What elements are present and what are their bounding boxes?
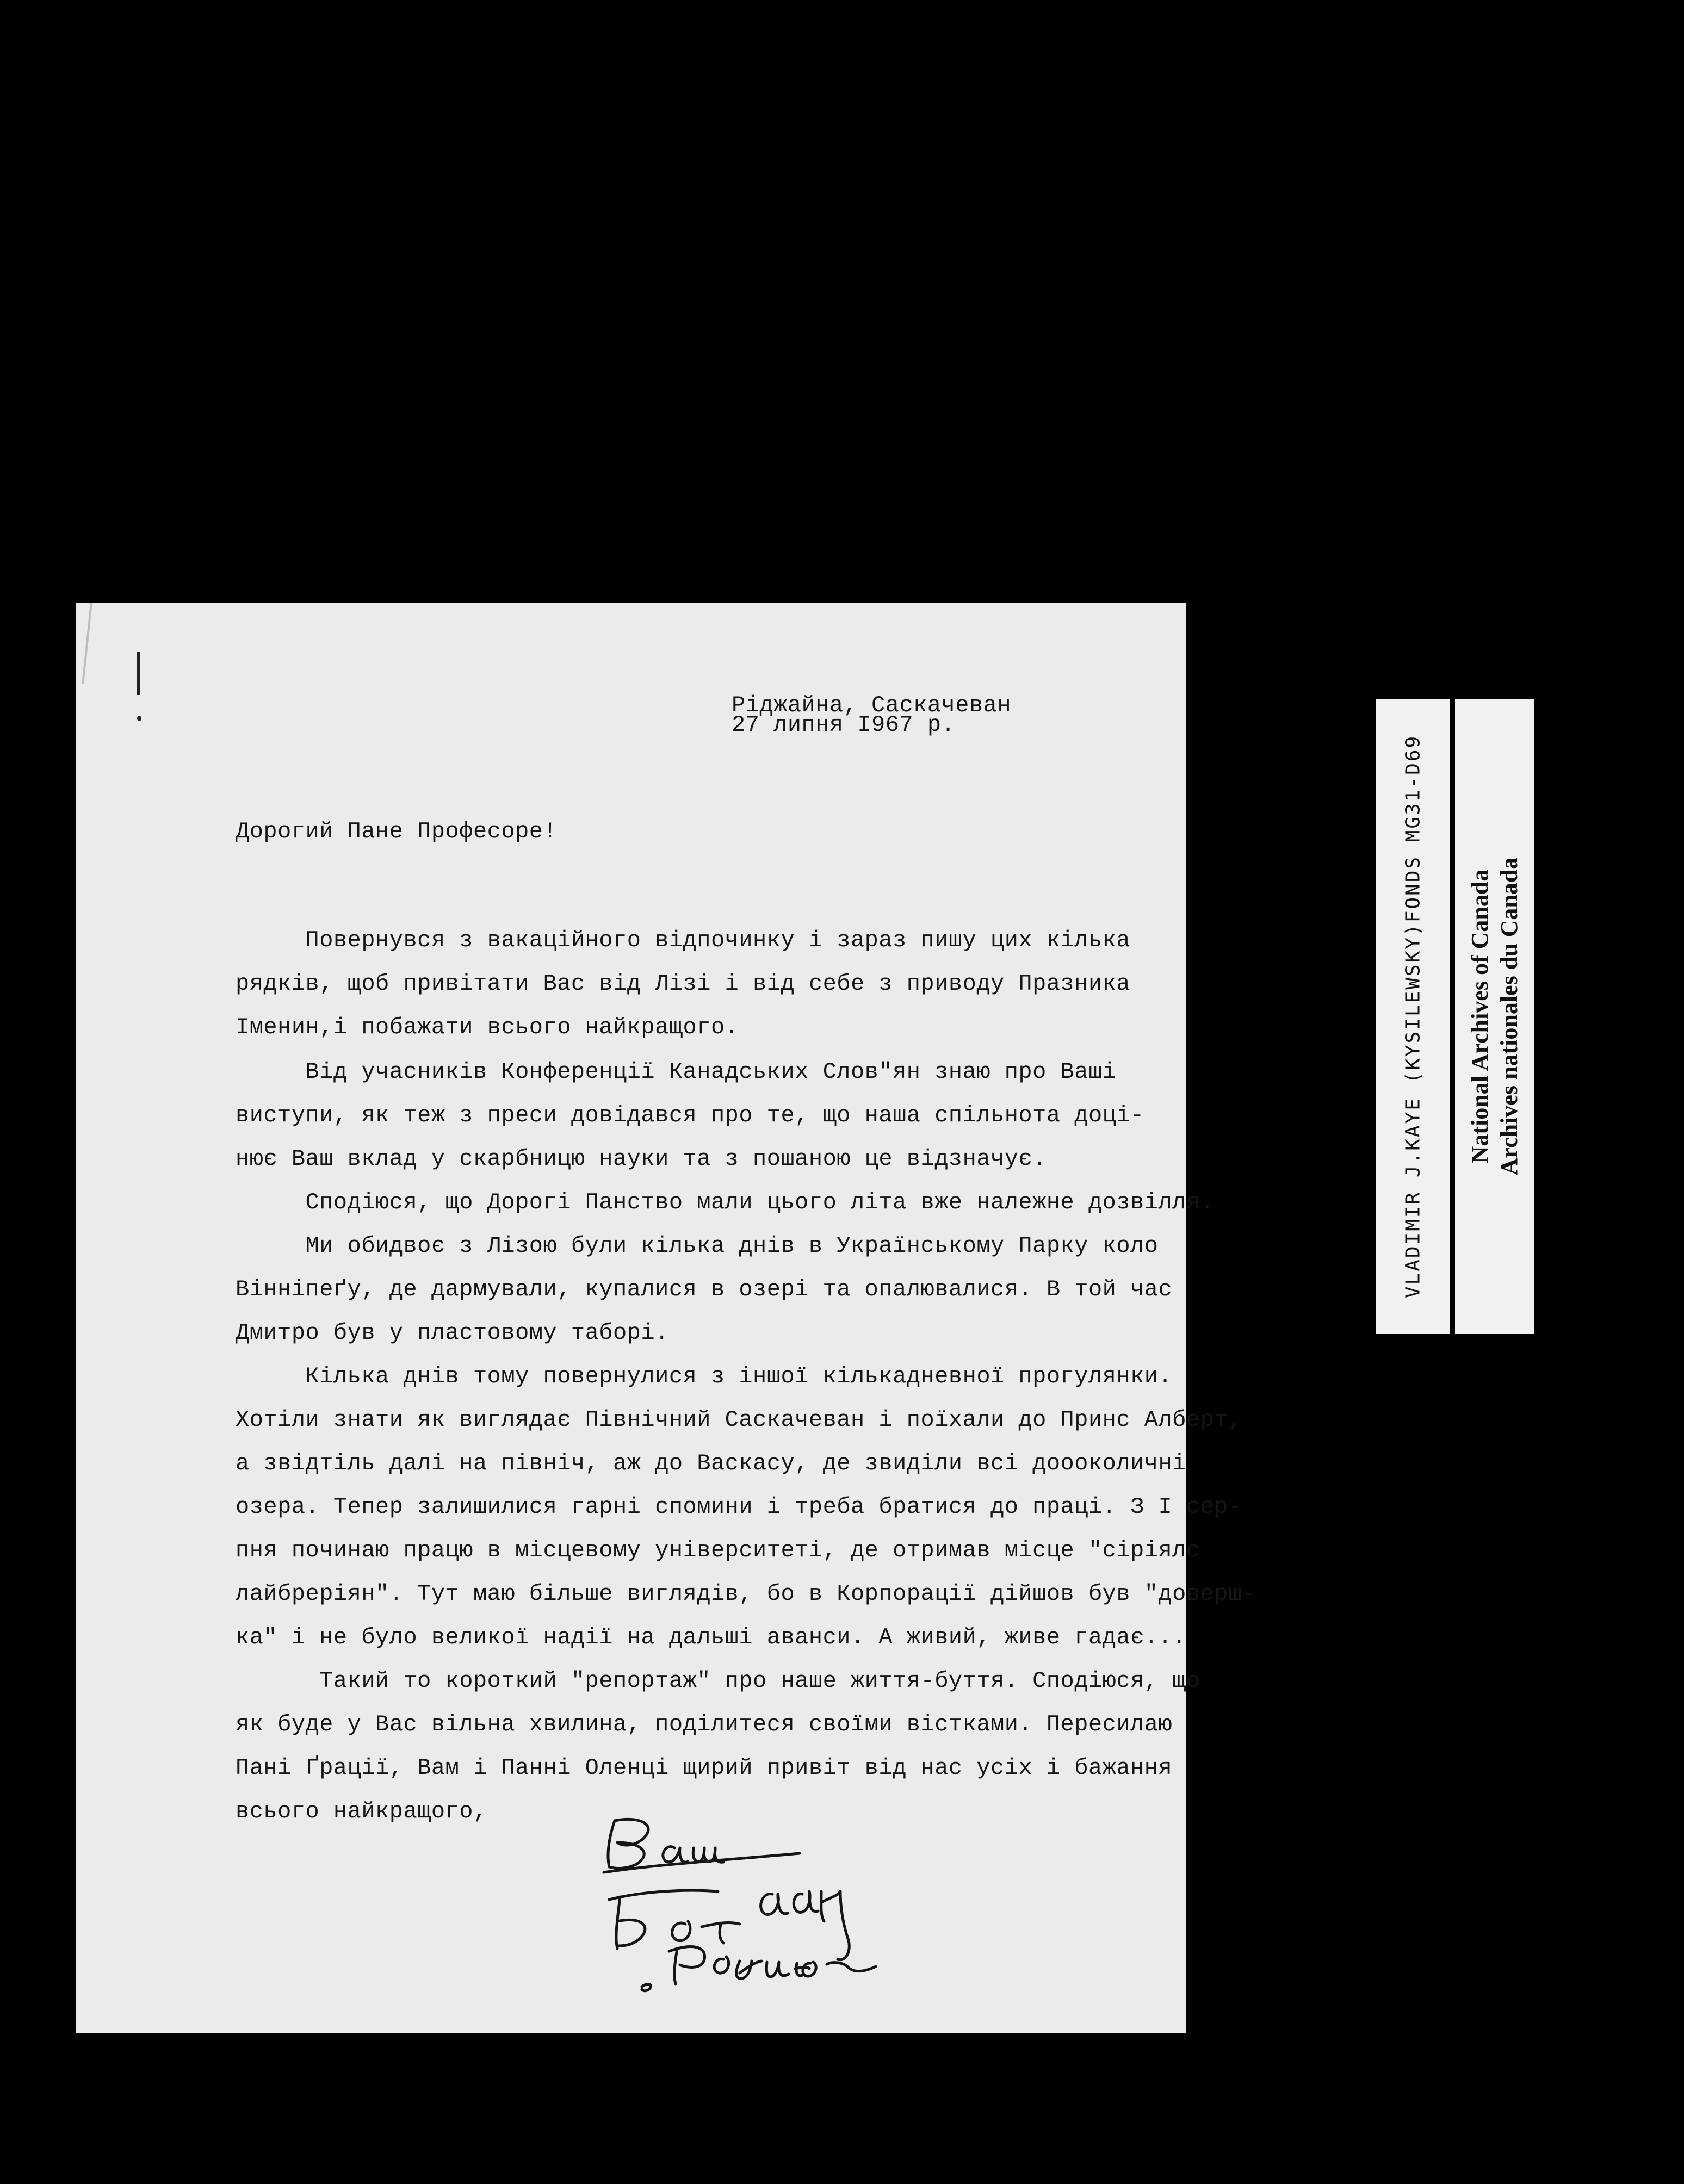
body-line: Вінніпеґу, де дармували, купалися в озері та опалювалися. В той час (236, 1276, 1173, 1302)
handwritten-signature (593, 1810, 974, 1995)
body-line: рядків, щоб привітати Вас від Лізі і від себе з приводу Празника (236, 971, 1131, 997)
body-line: Кілька днів тому повернулися з іншої кількадневної прогулянки. (236, 1363, 1173, 1389)
body-line: Такий то короткий "репортаж" про наше життя-буття. Сподіюся, що (236, 1668, 1200, 1694)
body-line: Від учасників Конференції Канадських Слов"ян знаю про Ваші (236, 1059, 1117, 1085)
body-line: лайбреріян". Тут маю більше виглядів, бо в Корпорації дійшов був "доверш- (236, 1581, 1256, 1607)
body-line: ка" і не було великої надії на дальші аванси. А живий, живе гадає... (236, 1624, 1186, 1651)
letter-page (76, 603, 1256, 2033)
body-line: озера. Тепер залишилися гарні спомини і треба братися до праці. З I сер- (236, 1494, 1242, 1520)
archive-fonds-label (1376, 699, 1450, 1334)
archives-name-en: National Archives of Canada (1466, 869, 1493, 1164)
archives-name-fr: Archives nationales du Canada (1495, 857, 1522, 1176)
archive-names (1465, 858, 1524, 1176)
margin-pencil-mark (137, 652, 140, 695)
body-line: а звідтіль далі на північ, аж до Васкасу, де звиділи всі доооколичні (236, 1450, 1186, 1476)
page-fold-line (82, 603, 92, 684)
body-line: Повернувся з вакаційного відпочинку і зараз пишу цих кілька (236, 927, 1131, 953)
body-line: пня починаю працю в місцевому університеті, де отримав місце "сіріялс (236, 1537, 1200, 1563)
body-line: як буде у Вас вільна хвилина, поділитеся своїми вістками. Пересилаю (236, 1711, 1173, 1738)
margin-dot (137, 716, 141, 721)
fonds-reference: VLADIMIR J.KAYE (KYSILEWSKY)FONDS MG31-D69 (1402, 734, 1424, 1299)
letter-place: Ріджайна, Саскачеван (732, 692, 1012, 718)
body-line: нює Ваш вклад у скарбницю науки та з пошаною це відзначує. (236, 1146, 1047, 1172)
body-line: Іменин,і побажати всього найкращого. (236, 1014, 739, 1040)
body-line: Пані Ґрації, Вам і Панні Оленці щирий привіт від нас усіх і бажання (236, 1755, 1173, 1781)
national-archives-label (1455, 699, 1534, 1334)
body-line: Сподіюся, що Дорогі Панство мали цього літа вже належне дозвілля. (236, 1189, 1215, 1215)
body-line: виступи, як теж з преси довідався про те, що наша спільнота доці- (236, 1102, 1144, 1128)
body-line: Хотіли знати як виглядає Північний Саскачеван і поїхали до Принс Алберт, (236, 1407, 1242, 1433)
body-line: всього найкращого, (236, 1798, 487, 1825)
body-line: Дмитро був у пластовому таборі. (236, 1320, 669, 1346)
letter-date: 27 липня I967 р. (732, 712, 956, 738)
body-line: Ми обидвоє з Лізою були кілька днів в Українському Парку коло (236, 1233, 1159, 1259)
letter-salutation: Дорогий Пане Професоре! (236, 818, 558, 845)
